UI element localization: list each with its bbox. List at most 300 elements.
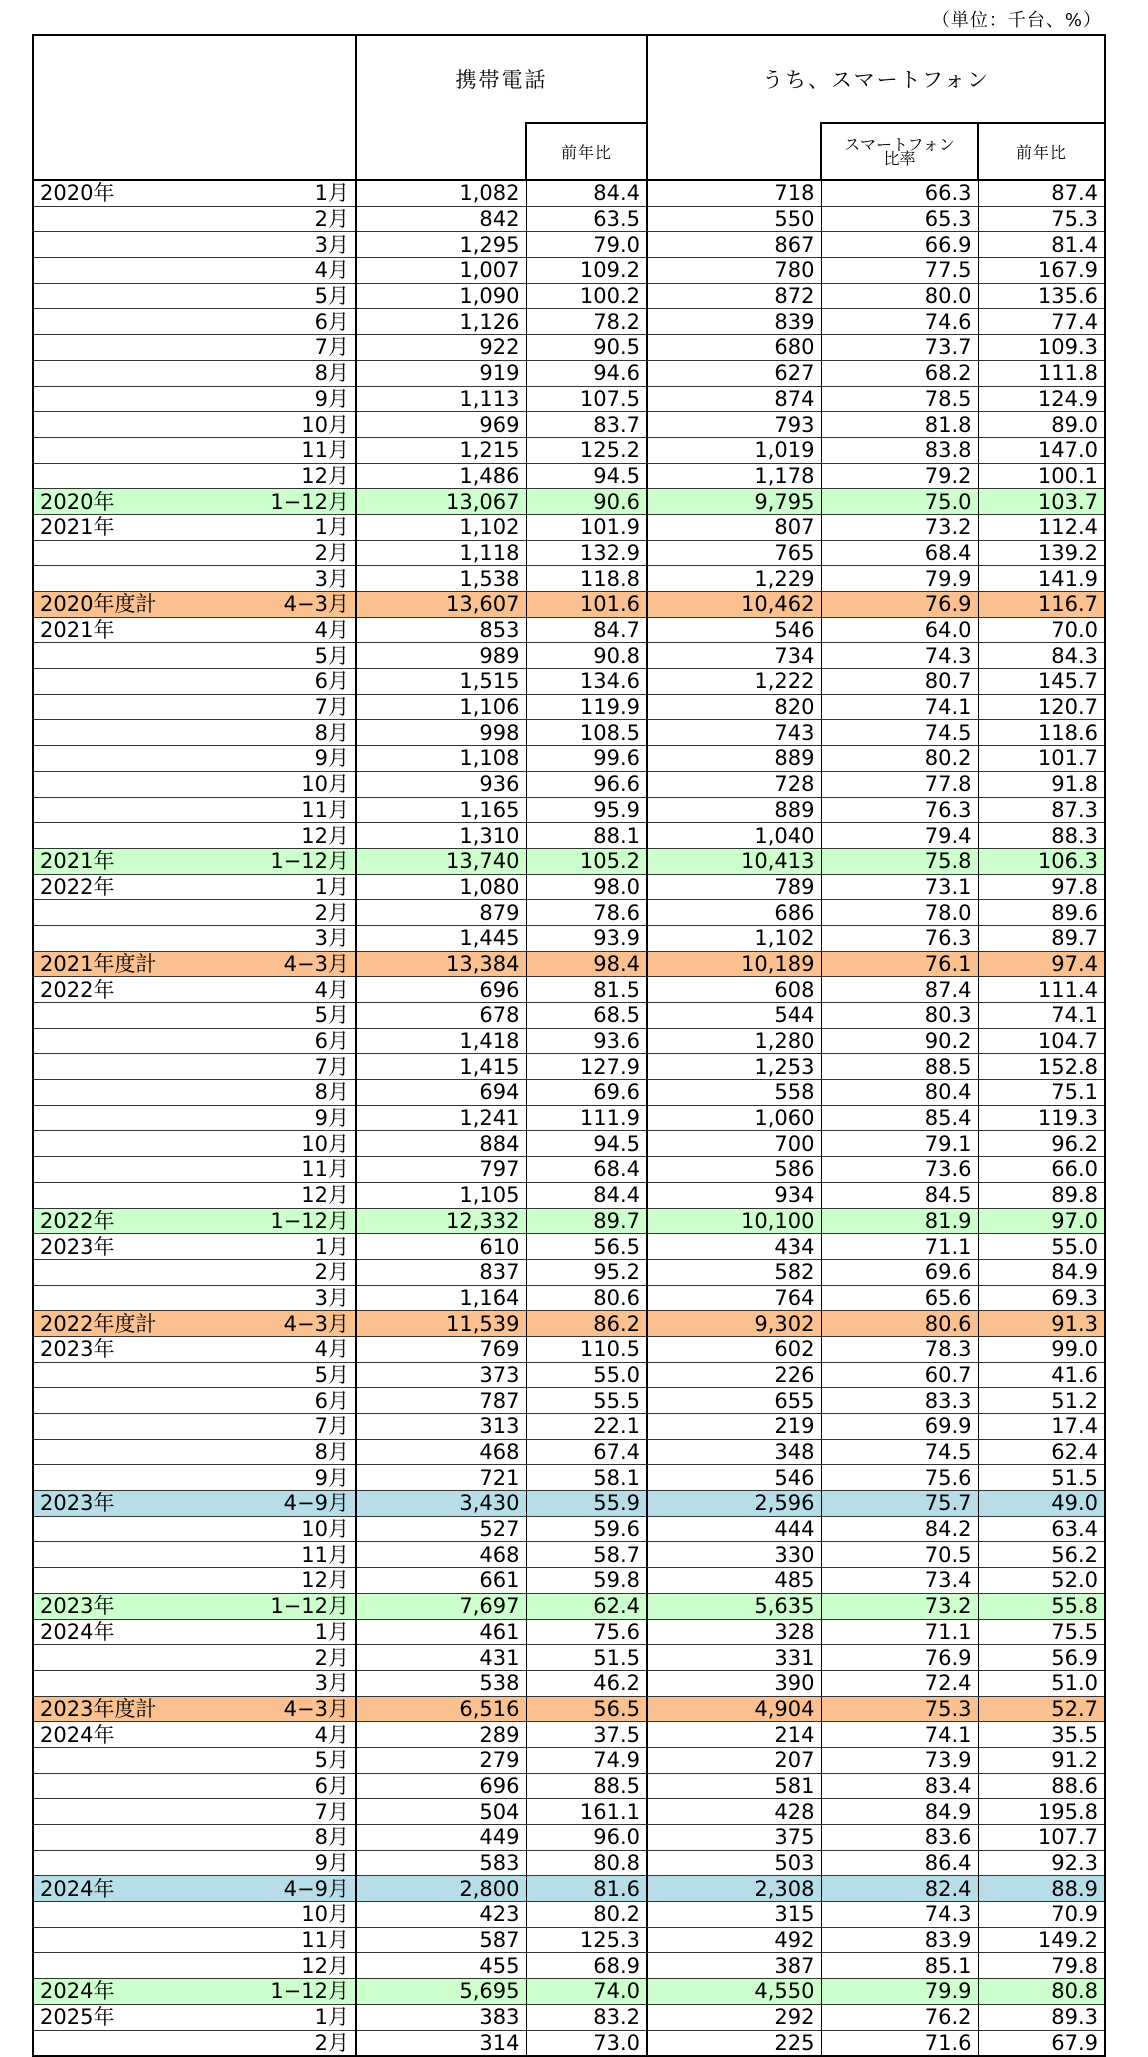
cell-smartphone-ratio: 74.1	[821, 1722, 978, 1748]
cell-mobile-units: 1,515	[356, 669, 526, 695]
cell-month: 2月	[193, 1645, 356, 1671]
cell-mobile-units: 314	[356, 2030, 526, 2056]
cell-month: 5月	[193, 283, 356, 309]
table-row	[33, 797, 1105, 823]
table-row	[33, 412, 1105, 438]
cell-smartphone-ratio: 81.8	[821, 412, 978, 438]
cell-mobile-yoy: 161.1	[526, 1799, 647, 1825]
cell-year	[33, 1516, 193, 1542]
cell-smartphone-yoy: 75.1	[978, 1080, 1105, 1106]
cell-year: 2024年	[33, 1876, 193, 1902]
cell-smartphone-yoy: 87.4	[978, 180, 1105, 206]
cell-month: 2月	[193, 206, 356, 232]
cell-smartphone-yoy: 97.8	[978, 874, 1105, 900]
cell-smartphone-yoy: 41.6	[978, 1362, 1105, 1388]
cell-smartphone-units: 820	[647, 694, 821, 720]
cell-smartphone-units: 10,100	[647, 1208, 821, 1234]
cell-mobile-units: 1,102	[356, 514, 526, 540]
cell-month: 1月	[193, 2004, 356, 2030]
cell-smartphone-units: 743	[647, 720, 821, 746]
cell-year	[33, 1850, 193, 1876]
cell-year: 2024年	[33, 1722, 193, 1748]
cell-smartphone-units: 546	[647, 1465, 821, 1491]
cell-smartphone-ratio: 75.6	[821, 1465, 978, 1491]
cell-month: 6月	[193, 309, 356, 335]
cell-mobile-yoy: 134.6	[526, 669, 647, 695]
cell-smartphone-yoy: 79.8	[978, 1953, 1105, 1979]
cell-smartphone-ratio: 75.8	[821, 848, 978, 874]
cell-mobile-yoy: 56.5	[526, 1696, 647, 1722]
cell-mobile-units: 5,695	[356, 1979, 526, 2005]
cell-mobile-yoy: 109.2	[526, 258, 647, 284]
cell-mobile-yoy: 84.4	[526, 180, 647, 206]
cell-smartphone-ratio: 71.6	[821, 2030, 978, 2056]
cell-smartphone-units: 1,102	[647, 925, 821, 951]
cell-smartphone-units: 225	[647, 2030, 821, 2056]
cell-smartphone-units: 4,550	[647, 1979, 821, 2005]
cell-mobile-units: 6,516	[356, 1696, 526, 1722]
cell-smartphone-yoy: 111.8	[978, 360, 1105, 386]
cell-month: 4−3月	[193, 951, 356, 977]
cell-year	[33, 386, 193, 412]
cell-mobile-units: 13,384	[356, 951, 526, 977]
cell-mobile-yoy: 55.0	[526, 1362, 647, 1388]
cell-smartphone-yoy: 101.7	[978, 746, 1105, 772]
cell-month: 12月	[193, 1953, 356, 1979]
cell-smartphone-units: 627	[647, 360, 821, 386]
cell-smartphone-units: 492	[647, 1927, 821, 1953]
table-row-fiscal	[33, 592, 1105, 618]
cell-smartphone-ratio: 90.2	[821, 1028, 978, 1054]
cell-smartphone-ratio: 78.5	[821, 386, 978, 412]
cell-month: 3月	[193, 1285, 356, 1311]
cell-mobile-yoy: 83.2	[526, 2004, 647, 2030]
cell-mobile-yoy: 88.5	[526, 1773, 647, 1799]
cell-mobile-yoy: 125.3	[526, 1927, 647, 1953]
cell-month: 4−9月	[193, 1491, 356, 1517]
cell-mobile-units: 2,800	[356, 1876, 526, 1902]
cell-month: 2月	[193, 2030, 356, 2056]
cell-smartphone-ratio: 83.8	[821, 437, 978, 463]
cell-smartphone-ratio: 64.0	[821, 617, 978, 643]
table-row	[33, 258, 1105, 284]
cell-month: 9月	[193, 1465, 356, 1491]
table-row	[33, 617, 1105, 643]
table-row	[33, 386, 1105, 412]
cell-month: 5月	[193, 1003, 356, 1029]
cell-year: 2021年	[33, 617, 193, 643]
cell-smartphone-units: 207	[647, 1747, 821, 1773]
cell-month: 4−9月	[193, 1876, 356, 1902]
cell-month: 1−12月	[193, 1979, 356, 2005]
cell-smartphone-units: 375	[647, 1825, 821, 1851]
cell-smartphone-units: 2,596	[647, 1491, 821, 1517]
cell-mobile-yoy: 80.6	[526, 1285, 647, 1311]
cell-smartphone-ratio: 73.4	[821, 1568, 978, 1594]
cell-year	[33, 1285, 193, 1311]
cell-year	[33, 1362, 193, 1388]
cell-smartphone-units: 807	[647, 514, 821, 540]
cell-year: 2023年	[33, 1491, 193, 1517]
header-smartphone-ratio-line1: スマートフォン	[844, 134, 955, 154]
cell-smartphone-yoy: 91.3	[978, 1311, 1105, 1337]
cell-smartphone-yoy: 75.3	[978, 206, 1105, 232]
cell-smartphone-ratio: 71.1	[821, 1234, 978, 1260]
table-row	[33, 1439, 1105, 1465]
cell-mobile-yoy: 63.5	[526, 206, 647, 232]
cell-month: 10月	[193, 1131, 356, 1157]
cell-smartphone-units: 728	[647, 771, 821, 797]
cell-month: 3月	[193, 566, 356, 592]
cell-smartphone-ratio: 88.5	[821, 1054, 978, 1080]
cell-smartphone-units: 387	[647, 1953, 821, 1979]
cell-month: 8月	[193, 360, 356, 386]
cell-smartphone-units: 348	[647, 1439, 821, 1465]
cell-smartphone-yoy: 69.3	[978, 1285, 1105, 1311]
cell-month: 1月	[193, 1234, 356, 1260]
cell-year: 2022年	[33, 874, 193, 900]
cell-smartphone-ratio: 79.1	[821, 1131, 978, 1157]
cell-year	[33, 1825, 193, 1851]
cell-year	[33, 2030, 193, 2056]
cell-smartphone-units: 872	[647, 283, 821, 309]
cell-smartphone-ratio: 72.4	[821, 1670, 978, 1696]
cell-mobile-yoy: 68.5	[526, 1003, 647, 1029]
cell-smartphone-units: 5,635	[647, 1593, 821, 1619]
cell-smartphone-units: 1,253	[647, 1054, 821, 1080]
cell-smartphone-units: 582	[647, 1259, 821, 1285]
cell-month: 1−12月	[193, 1208, 356, 1234]
cell-smartphone-ratio: 83.4	[821, 1773, 978, 1799]
cell-year: 2020年	[33, 489, 193, 515]
cell-mobile-yoy: 75.6	[526, 1619, 647, 1645]
cell-smartphone-units: 934	[647, 1182, 821, 1208]
cell-smartphone-units: 331	[647, 1645, 821, 1671]
cell-mobile-yoy: 99.6	[526, 746, 647, 772]
cell-month: 10月	[193, 1902, 356, 1928]
cell-smartphone-ratio: 74.1	[821, 694, 978, 720]
cell-mobile-units: 721	[356, 1465, 526, 1491]
cell-mobile-units: 919	[356, 360, 526, 386]
cell-month: 1月	[193, 514, 356, 540]
cell-month: 8月	[193, 1080, 356, 1106]
cell-year: 2024年	[33, 1979, 193, 2005]
cell-mobile-yoy: 84.4	[526, 1182, 647, 1208]
cell-month: 3月	[193, 1670, 356, 1696]
cell-mobile-units: 1,215	[356, 437, 526, 463]
cell-mobile-units: 1,105	[356, 1182, 526, 1208]
cell-smartphone-yoy: 92.3	[978, 1850, 1105, 1876]
cell-smartphone-ratio: 83.3	[821, 1388, 978, 1414]
cell-smartphone-ratio: 70.5	[821, 1542, 978, 1568]
cell-year	[33, 1157, 193, 1183]
cell-mobile-units: 587	[356, 1927, 526, 1953]
cell-smartphone-ratio: 74.6	[821, 309, 978, 335]
header-mobile: 携帯電話	[356, 35, 647, 123]
cell-mobile-units: 998	[356, 720, 526, 746]
cell-month: 6月	[193, 1388, 356, 1414]
cell-month: 2月	[193, 900, 356, 926]
cell-month: 4月	[193, 617, 356, 643]
cell-month: 1月	[193, 1619, 356, 1645]
cell-smartphone-yoy: 149.2	[978, 1927, 1105, 1953]
cell-smartphone-units: 700	[647, 1131, 821, 1157]
cell-month: 9月	[193, 1850, 356, 1876]
cell-smartphone-ratio: 76.3	[821, 797, 978, 823]
cell-mobile-units: 313	[356, 1414, 526, 1440]
cell-mobile-yoy: 111.9	[526, 1105, 647, 1131]
cell-month: 1−12月	[193, 1593, 356, 1619]
cell-mobile-units: 1,113	[356, 386, 526, 412]
cell-mobile-yoy: 107.5	[526, 386, 647, 412]
cell-smartphone-yoy: 51.0	[978, 1670, 1105, 1696]
table-row	[33, 540, 1105, 566]
cell-mobile-yoy: 93.6	[526, 1028, 647, 1054]
cell-year: 2025年	[33, 2004, 193, 2030]
table-row	[33, 823, 1105, 849]
cell-mobile-units: 989	[356, 643, 526, 669]
cell-smartphone-units: 546	[647, 617, 821, 643]
cell-month: 11月	[193, 1157, 356, 1183]
cell-smartphone-ratio: 83.6	[821, 1825, 978, 1851]
cell-smartphone-yoy: 56.9	[978, 1645, 1105, 1671]
cell-mobile-units: 431	[356, 1645, 526, 1671]
cell-smartphone-units: 789	[647, 874, 821, 900]
cell-mobile-units: 279	[356, 1747, 526, 1773]
cell-smartphone-ratio: 60.7	[821, 1362, 978, 1388]
cell-smartphone-yoy: 97.0	[978, 1208, 1105, 1234]
cell-smartphone-yoy: 195.8	[978, 1799, 1105, 1825]
cell-month: 10月	[193, 771, 356, 797]
table-row	[33, 900, 1105, 926]
cell-mobile-units: 504	[356, 1799, 526, 1825]
table-row	[33, 746, 1105, 772]
cell-smartphone-ratio: 69.9	[821, 1414, 978, 1440]
cell-smartphone-ratio: 80.7	[821, 669, 978, 695]
cell-mobile-yoy: 96.6	[526, 771, 647, 797]
cell-year	[33, 283, 193, 309]
unit-note: （単位：千台、%）	[931, 10, 1102, 31]
cell-smartphone-units: 889	[647, 797, 821, 823]
cell-smartphone-units: 219	[647, 1414, 821, 1440]
cell-smartphone-units: 550	[647, 206, 821, 232]
cell-smartphone-units: 214	[647, 1722, 821, 1748]
cell-smartphone-units: 793	[647, 412, 821, 438]
cell-smartphone-units: 765	[647, 540, 821, 566]
table-row	[33, 360, 1105, 386]
table-row-fiscal	[33, 1311, 1105, 1337]
cell-mobile-units: 1,538	[356, 566, 526, 592]
cell-mobile-units: 455	[356, 1953, 526, 1979]
cell-smartphone-yoy: 88.6	[978, 1773, 1105, 1799]
cell-mobile-units: 884	[356, 1131, 526, 1157]
cell-mobile-yoy: 95.2	[526, 1259, 647, 1285]
cell-mobile-yoy: 78.2	[526, 309, 647, 335]
cell-mobile-units: 1,118	[356, 540, 526, 566]
cell-smartphone-ratio: 84.2	[821, 1516, 978, 1542]
cell-smartphone-ratio: 77.8	[821, 771, 978, 797]
table-row-half	[33, 1491, 1105, 1517]
cell-smartphone-ratio: 78.3	[821, 1336, 978, 1362]
cell-smartphone-ratio: 81.9	[821, 1208, 978, 1234]
cell-year	[33, 1542, 193, 1568]
cell-mobile-units: 1,445	[356, 925, 526, 951]
cell-mobile-yoy: 127.9	[526, 1054, 647, 1080]
cell-year	[33, 437, 193, 463]
cell-mobile-units: 696	[356, 977, 526, 1003]
cell-year	[33, 797, 193, 823]
cell-smartphone-yoy: 91.8	[978, 771, 1105, 797]
cell-smartphone-ratio: 80.0	[821, 283, 978, 309]
table-row	[33, 1105, 1105, 1131]
header-smartphone: うち、スマートフォン	[647, 35, 1105, 123]
cell-mobile-yoy: 96.0	[526, 1825, 647, 1851]
cell-month: 11月	[193, 437, 356, 463]
table-body	[33, 180, 1105, 2056]
cell-mobile-units: 13,740	[356, 848, 526, 874]
cell-mobile-yoy: 58.7	[526, 1542, 647, 1568]
cell-mobile-units: 969	[356, 412, 526, 438]
cell-mobile-yoy: 101.9	[526, 514, 647, 540]
cell-mobile-units: 797	[356, 1157, 526, 1183]
table-row	[33, 1516, 1105, 1542]
cell-smartphone-yoy: 51.5	[978, 1465, 1105, 1491]
cell-year	[33, 1080, 193, 1106]
cell-smartphone-ratio: 76.2	[821, 2004, 978, 2030]
table-row	[33, 1285, 1105, 1311]
cell-year	[33, 720, 193, 746]
cell-year: 2021年	[33, 514, 193, 540]
cell-smartphone-ratio: 74.3	[821, 643, 978, 669]
shipments-table	[32, 34, 1106, 2057]
cell-month: 4月	[193, 1336, 356, 1362]
cell-year	[33, 566, 193, 592]
cell-smartphone-units: 1,040	[647, 823, 821, 849]
cell-mobile-units: 289	[356, 1722, 526, 1748]
table-row	[33, 1825, 1105, 1851]
cell-smartphone-units: 503	[647, 1850, 821, 1876]
cell-mobile-yoy: 46.2	[526, 1670, 647, 1696]
cell-mobile-yoy: 79.0	[526, 232, 647, 258]
cell-smartphone-units: 330	[647, 1542, 821, 1568]
cell-mobile-units: 468	[356, 1542, 526, 1568]
cell-smartphone-ratio: 65.3	[821, 206, 978, 232]
cell-smartphone-yoy: 112.4	[978, 514, 1105, 540]
cell-year	[33, 643, 193, 669]
cell-smartphone-units: 839	[647, 309, 821, 335]
cell-smartphone-units: 10,189	[647, 951, 821, 977]
cell-month: 1月	[193, 874, 356, 900]
cell-smartphone-ratio: 84.5	[821, 1182, 978, 1208]
cell-smartphone-yoy: 91.2	[978, 1747, 1105, 1773]
cell-month: 9月	[193, 386, 356, 412]
cell-year: 2020年度計	[33, 592, 193, 618]
cell-year	[33, 1028, 193, 1054]
cell-mobile-yoy: 108.5	[526, 720, 647, 746]
cell-smartphone-units: 655	[647, 1388, 821, 1414]
cell-mobile-units: 678	[356, 1003, 526, 1029]
cell-smartphone-yoy: 56.2	[978, 1542, 1105, 1568]
cell-smartphone-yoy: 167.9	[978, 258, 1105, 284]
cell-smartphone-units: 867	[647, 232, 821, 258]
cell-smartphone-units: 764	[647, 1285, 821, 1311]
cell-month: 4−3月	[193, 1311, 356, 1337]
cell-smartphone-ratio: 82.4	[821, 1876, 978, 1902]
cell-smartphone-units: 444	[647, 1516, 821, 1542]
cell-smartphone-ratio: 73.9	[821, 1747, 978, 1773]
cell-smartphone-yoy: 55.0	[978, 1234, 1105, 1260]
cell-year: 2023年	[33, 1336, 193, 1362]
cell-smartphone-ratio: 79.2	[821, 463, 978, 489]
cell-mobile-yoy: 89.7	[526, 1208, 647, 1234]
table-row	[33, 1157, 1105, 1183]
cell-smartphone-ratio: 73.6	[821, 1157, 978, 1183]
cell-mobile-units: 922	[356, 335, 526, 361]
table-row-total	[33, 489, 1105, 515]
cell-smartphone-yoy: 88.9	[978, 1876, 1105, 1902]
table-row	[33, 1465, 1105, 1491]
cell-smartphone-units: 1,280	[647, 1028, 821, 1054]
cell-smartphone-yoy: 87.3	[978, 797, 1105, 823]
cell-mobile-yoy: 78.6	[526, 900, 647, 926]
cell-smartphone-yoy: 147.0	[978, 437, 1105, 463]
table-row-total	[33, 1979, 1105, 2005]
cell-smartphone-units: 4,904	[647, 1696, 821, 1722]
cell-smartphone-ratio: 73.1	[821, 874, 978, 900]
cell-month: 4月	[193, 1722, 356, 1748]
cell-smartphone-ratio: 75.0	[821, 489, 978, 515]
cell-year: 2023年度計	[33, 1696, 193, 1722]
cell-mobile-units: 1,106	[356, 694, 526, 720]
cell-mobile-yoy: 55.5	[526, 1388, 647, 1414]
table-row	[33, 566, 1105, 592]
cell-smartphone-units: 315	[647, 1902, 821, 1928]
cell-year	[33, 1902, 193, 1928]
cell-mobile-yoy: 119.9	[526, 694, 647, 720]
cell-month: 8月	[193, 720, 356, 746]
cell-year	[33, 900, 193, 926]
cell-smartphone-ratio: 76.9	[821, 592, 978, 618]
table-row	[33, 1182, 1105, 1208]
table-row	[33, 1080, 1105, 1106]
cell-mobile-units: 1,415	[356, 1054, 526, 1080]
cell-year: 2023年	[33, 1234, 193, 1260]
cell-mobile-units: 1,126	[356, 309, 526, 335]
table-row	[33, 1131, 1105, 1157]
table-row-fiscal	[33, 951, 1105, 977]
cell-smartphone-ratio: 69.6	[821, 1259, 978, 1285]
cell-mobile-yoy: 132.9	[526, 540, 647, 566]
cell-smartphone-yoy: 35.5	[978, 1722, 1105, 1748]
cell-smartphone-ratio: 74.5	[821, 1439, 978, 1465]
cell-smartphone-yoy: 119.3	[978, 1105, 1105, 1131]
table-row	[33, 1799, 1105, 1825]
cell-smartphone-ratio: 73.2	[821, 514, 978, 540]
cell-mobile-yoy: 93.9	[526, 925, 647, 951]
cell-month: 7月	[193, 1799, 356, 1825]
cell-smartphone-units: 889	[647, 746, 821, 772]
cell-smartphone-yoy: 80.8	[978, 1979, 1105, 2005]
cell-mobile-units: 936	[356, 771, 526, 797]
cell-mobile-units: 769	[356, 1336, 526, 1362]
cell-smartphone-ratio: 74.5	[821, 720, 978, 746]
cell-smartphone-yoy: 100.1	[978, 463, 1105, 489]
cell-smartphone-ratio: 87.4	[821, 977, 978, 1003]
header-smartphone-yoy: 前年比	[978, 123, 1105, 180]
cell-mobile-yoy: 83.7	[526, 412, 647, 438]
table-row	[33, 1234, 1105, 1260]
header-smartphone-ratio	[821, 123, 978, 180]
